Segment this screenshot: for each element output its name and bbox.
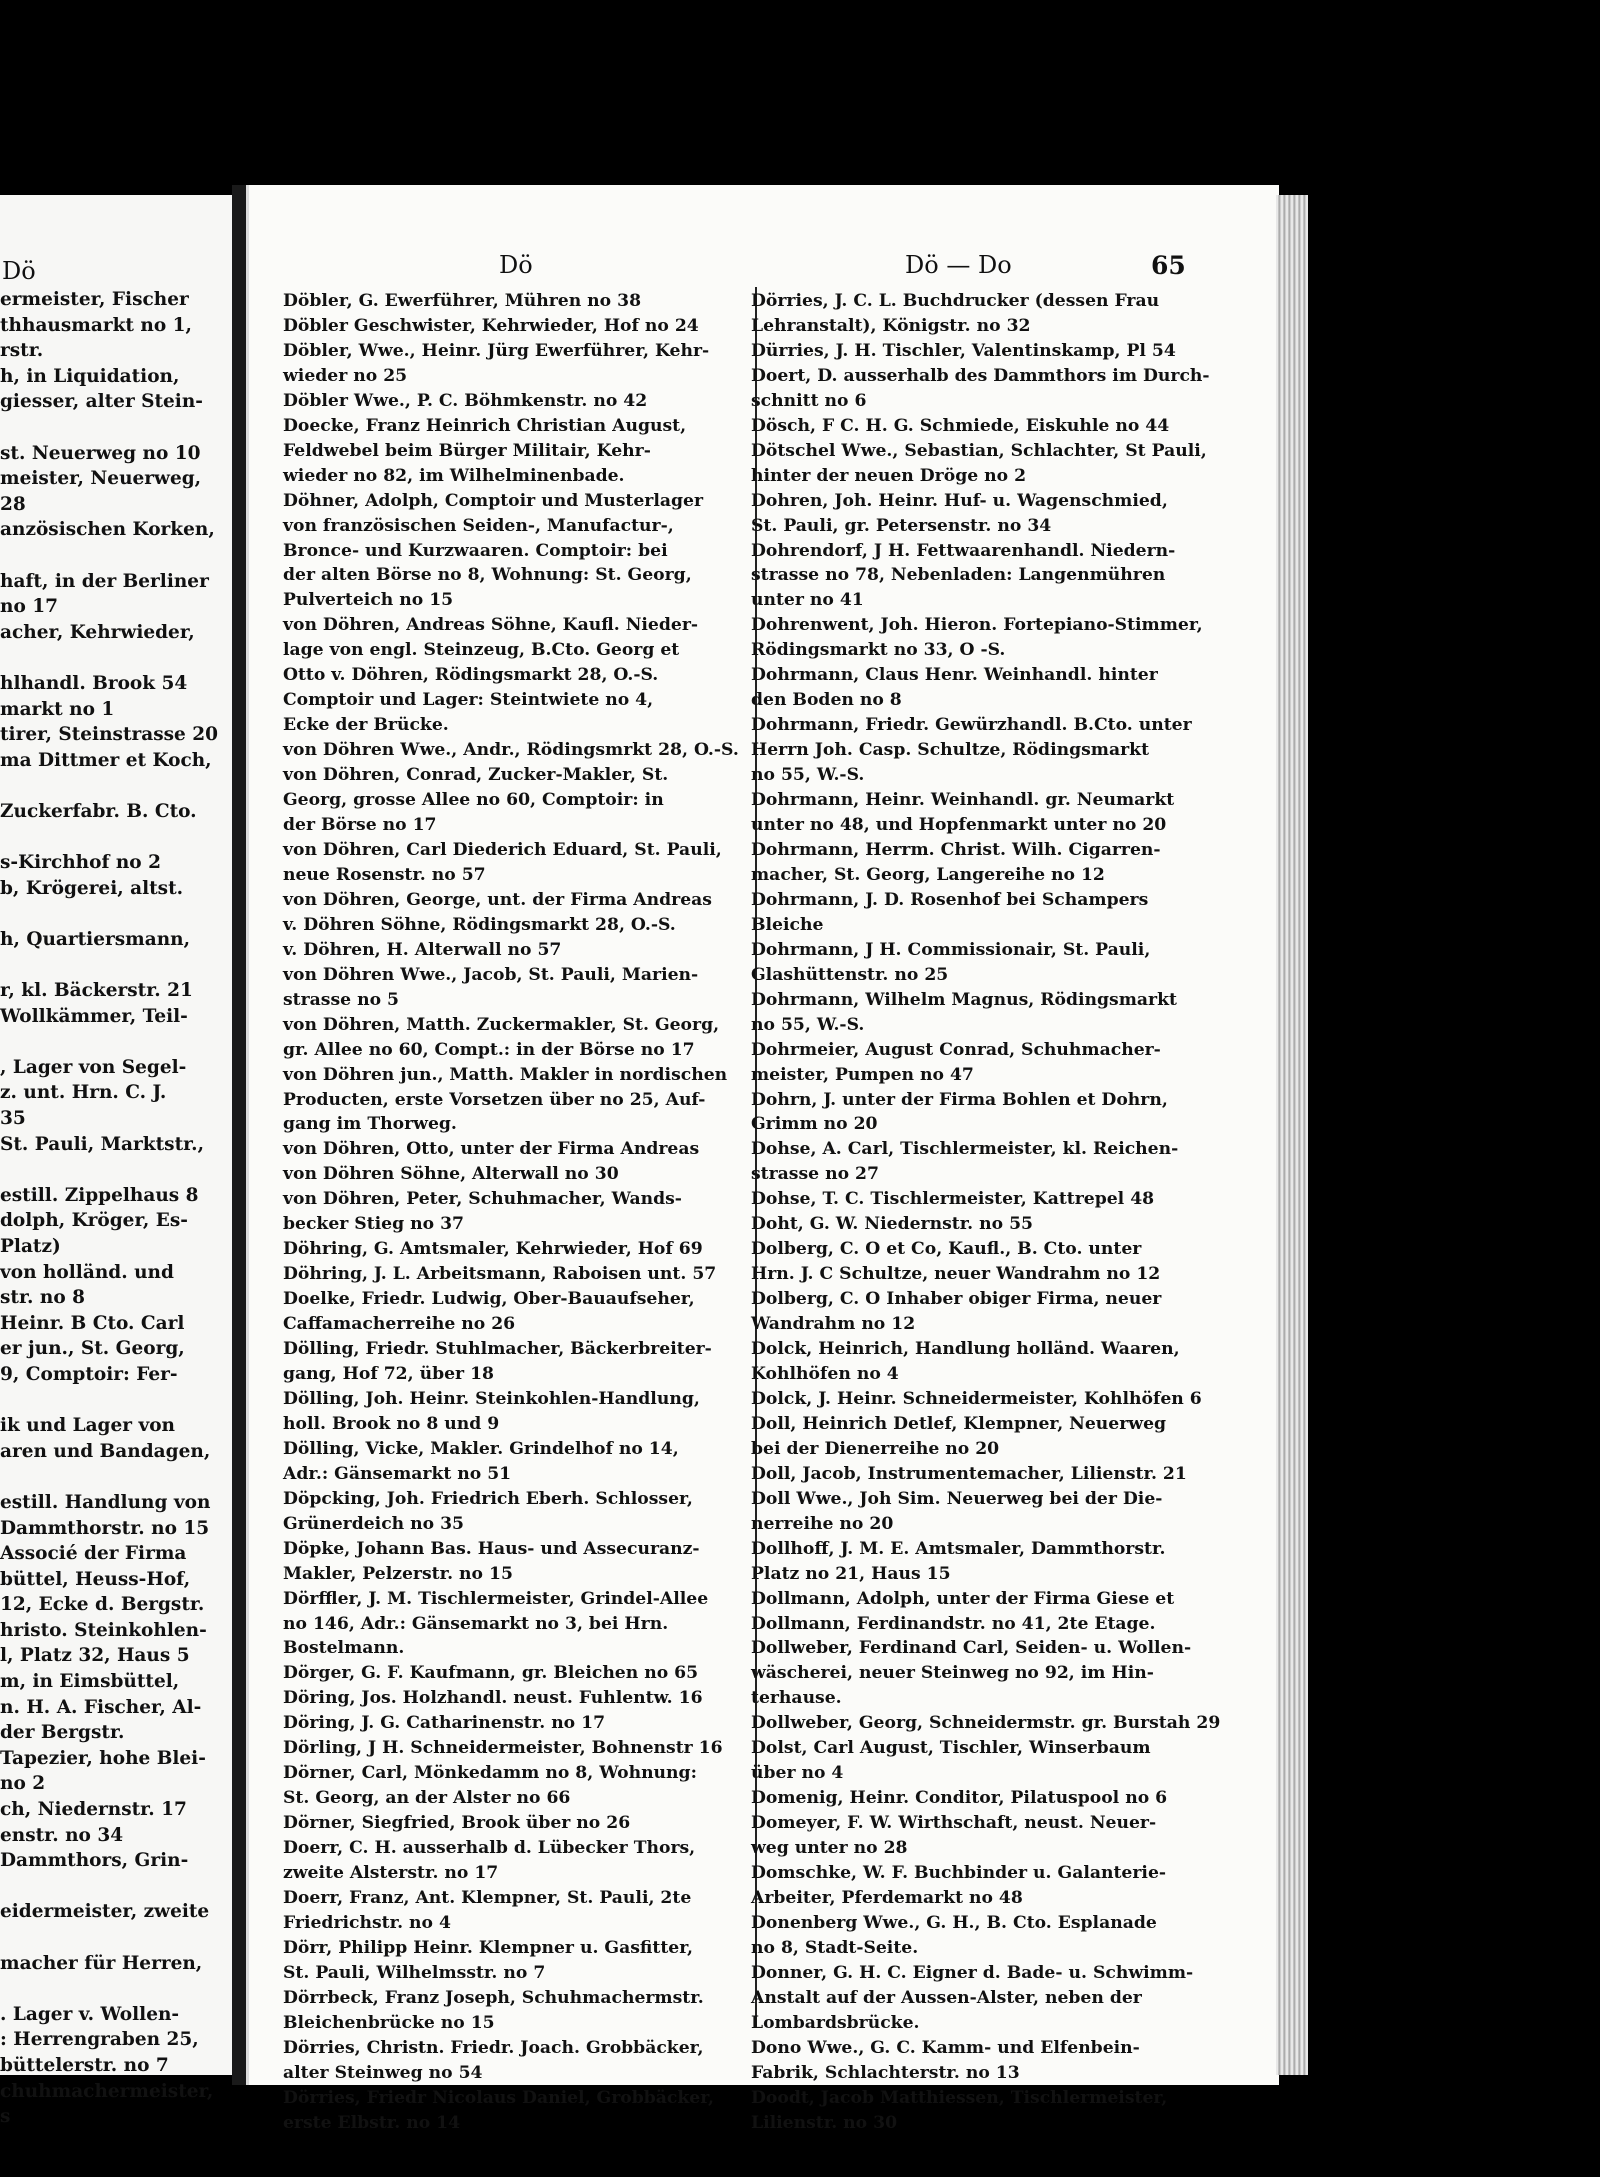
directory-entry-line: Herrn Joh. Casp. Schultze, Rödingsmarkt [751,740,1150,761]
text-line [0,952,240,978]
text-line: eidermeister, zweite [0,1901,210,1923]
text-line: St. Pauli, Marktstr., [0,1133,205,1155]
directory-entry-line: erste Elbstr. no 14 [283,2112,461,2133]
directory-entry-line: strasse no 78, Nebenladen: Langenmühren [751,565,1166,586]
directory-entry-line: Döbler, G. Ewerführer, Mühren no 38 [283,291,642,311]
directory-entry-line: Döring, Jos. Holzhandl. neust. Fuhlentw. 16 [283,1688,703,1709]
directory-entry-line: Ecke der Brücke. [283,715,449,736]
directory-entry-line: Donenberg Wwe., G. H., B. Cto. Esplanade [751,1912,1157,1933]
directory-entry-line: Dohrn, J. unter der Firma Bohlen et Dohrn, [751,1089,1168,1110]
directory-entry-line: Makler, Pelzerstr. no 15 [283,1563,513,1584]
right-page [246,185,1279,2133]
directory-entry-line: hinter der neuen Dröge no 2 [751,465,1027,486]
directory-entry-line: Glashüttenstr. no 25 [751,964,949,985]
left-page-text [0,287,240,2130]
text-line: von holländ. und [0,1261,174,1283]
text-line: estill. Handlung von [0,1491,211,1513]
directory-entry-line: Dollweber, Georg, Schneidermstr. gr. Burstah 29 [751,1713,1221,1734]
directory-entry-line: v. Döhren, H. Alterwall no 57 [283,939,562,960]
directory-entry-line: Domenig, Heinr. Conditor, Pilatuspool no 6 [751,1788,1168,1809]
directory-entry-line: von Döhren, Carl Diederich Eduard, St. Pauli, [283,839,722,860]
text-line [0,1157,240,1183]
directory-entry-line: wieder no 25 [283,365,408,386]
directory-entry-line: Domschke, W. F. Buchbinder u. Galanterie- [751,1863,1167,1884]
text-line: büttel, Heuss-Hof, [0,1568,191,1590]
directory-entry-line: Fabrik, Schlachterstr. no 13 [751,2062,1020,2083]
directory-entry-line: von Döhren jun., Matth. Makler in nordischen [283,1064,728,1085]
directory-entry-line: Lombardsbrücke. [751,2012,920,2033]
text-line: . Lager v. Wollen- [0,2003,180,2025]
text-line: ermeister, Fischer [0,289,189,310]
text-line: : Herrengraben 25, [0,2029,199,2051]
directory-entry-line: macher, St. Georg, Langereihe no 12 [751,864,1105,885]
directory-entry-line: terhause. [751,1688,842,1709]
text-line [0,824,240,850]
directory-entry-line: Doll Wwe., Joh Sim. Neuerweg bei der Die- [751,1488,1163,1509]
directory-entry-line: Doerr, C. H. ausserhalb d. Lübecker Thors, [283,1838,696,1859]
directory-entry-line: Dölling, Vicke, Makler. Grindelhof no 14, [283,1438,679,1459]
directory-entry-line: von Döhren, Peter, Schuhmacher, Wands- [283,1189,682,1210]
directory-entry-line: von Döhren Wwe., Andr., Rödingsmrkt 28, O.-S. [283,740,739,761]
directory-entry-line: gang, Hof 72, über 18 [283,1363,495,1384]
running-header-right: Dö — Do [905,251,1012,279]
text-line: ma Dittmer et Koch, [0,749,212,771]
directory-entry-line: nerreihe no 20 [751,1513,894,1534]
directory-entry-line: Dollhoff, J. M. E. Amtsmaler, Dammthorstr. [751,1538,1166,1559]
directory-entry-line: Producten, erste Vorsetzen über no 25, Auf- [283,1089,706,1110]
directory-entry-line: alter Steinweg no 54 [283,2062,483,2083]
directory-entry-line: v. Döhren Söhne, Rödingsmarkt 28, O.-S. [283,914,676,935]
text-line: Tapezier, hohe Blei- [0,1747,206,1769]
directory-entry-line: wieder no 82, im Wilhelminenbade. [283,465,625,486]
directory-entry-line: Dohrmeier, August Conrad, Schuhmacher- [751,1039,1161,1060]
directory-entry-line: neue Rosenstr. no 57 [283,864,486,885]
directory-entry-line: strasse no 5 [283,989,399,1010]
directory-entry-line: Lilienstr. no 30 [751,2112,898,2133]
directory-entry-line: Dohse, T. C. Tischlermeister, Kattrepel 48 [751,1189,1155,1210]
directory-entry-line: der Börse no 17 [283,815,437,836]
directory-entry-line: Kohlhöfen no 4 [751,1363,899,1384]
directory-entry-line: Döhring, J. L. Arbeitsmann, Raboisen unt. 57 [283,1264,717,1285]
directory-column-right [751,289,1221,2136]
directory-entry-line: Georg, grosse Allee no 60, Comptoir: in [283,790,664,811]
text-line: Heinr. B Cto. Carl [0,1312,185,1334]
directory-entry-line: über no 4 [751,1763,844,1784]
directory-entry-line: no 55, W.-S. [751,1014,865,1035]
text-line: meister, Neuerweg, [0,468,202,490]
directory-entry-line: Dollmann, Adolph, unter der Firma Giese et [751,1588,1175,1609]
directory-entry-line: Döpke, Johann Bas. Haus- und Assecuranz- [283,1538,700,1559]
text-line: Dammthors, Grin- [0,1850,189,1872]
directory-entry-line: Dohrendorf, J H. Fettwaarenhandl. Niedern- [751,540,1176,561]
directory-entry-line: Dörries, J. C. L. Buchdrucker (dessen Frau [751,291,1160,311]
text-line: der Bergstr. [0,1722,125,1744]
text-line: haft, in der Berliner [0,570,209,592]
directory-entry-line: Rödingsmarkt no 33, O -S. [751,640,1006,661]
text-line: ik und Lager von [0,1415,175,1437]
directory-entry-line: wäscherei, neuer Steinweg no 92, im Hin- [751,1663,1154,1684]
directory-entry-line: Dötschel Wwe., Sebastian, Schlachter, St Pauli, [751,440,1207,461]
text-line: no 17 [0,596,58,618]
directory-entry-line: Feldwebel beim Bürger Militair, Kehr- [283,440,651,461]
directory-entry-line: gr. Allee no 60, Compt.: in der Börse no 17 [283,1039,695,1060]
directory-entry-line: gang im Thorweg. [283,1114,457,1135]
directory-entry-line: Dörries, Christn. Friedr. Joach. Grobbäcker, [283,2037,704,2058]
directory-entry-line: Döbler, Wwe., Heinr. Jürg Ewerführer, Kehr- [283,340,710,361]
directory-entry-line: Dörries, Friedr Nicolaus Daniel, Grobbäcker, [283,2087,715,2108]
directory-entry-line: St. Georg, an der Alster no 66 [283,1788,571,1809]
text-line: no 2 [0,1773,46,1795]
directory-entry-line: unter no 41 [751,590,864,611]
left-page-header: Dö [2,257,36,285]
directory-entry-line: weg unter no 28 [751,1838,908,1859]
text-line [0,1029,240,1055]
text-line: enstr. no 34 [0,1824,124,1846]
text-line: aren und Bandagen, [0,1440,211,1462]
directory-entry-line: von Döhren Wwe., Jacob, St. Pauli, Marien- [283,964,699,985]
directory-entry-line: Grünerdeich no 35 [283,1513,465,1534]
text-line: chuhmachermeister, [0,2080,214,2102]
text-line [0,645,240,671]
text-line: rstr. [0,340,44,362]
directory-entry-line: Dörner, Siegfried, Brook über no 26 [283,1813,631,1834]
directory-entry-line: unter no 48, und Hopfenmarkt unter no 20 [751,815,1167,836]
directory-entry-line: Dohrenwent, Joh. Hieron. Fortepiano-Stimmer, [751,615,1203,636]
directory-entry-line: Bleichenbrücke no 15 [283,2012,495,2033]
text-line: h, Quartiersmann, [0,928,191,950]
text-line: hristo. Steinkohlen- [0,1619,207,1641]
directory-entry-line: Doert, D. ausserhalb des Dammthors im Durch- [751,365,1210,386]
directory-entry-line: Dolst, Carl August, Tischler, Winserbaum [751,1738,1151,1759]
directory-entry-line: Dollmann, Ferdinandstr. no 41, 2te Etage. [751,1613,1156,1634]
directory-entry-line: Hrn. J. C Schultze, neuer Wandrahm no 12 [751,1264,1161,1285]
directory-entry-line: Donner, G. H. C. Eigner d. Bade- u. Schwimm- [751,1962,1194,1983]
text-line: büttelerstr. no 7 [0,2054,169,2076]
text-line [0,901,240,927]
text-line: s [0,2106,11,2128]
directory-entry-line: Lehranstalt), Königstr. no 32 [751,315,1031,336]
text-line: str. no 8 [0,1287,85,1309]
directory-entry-line: Dolck, Heinrich, Handlung holländ. Waaren, [751,1339,1180,1360]
directory-entry-line: der alten Börse no 8, Wohnung: St. Georg, [283,565,692,586]
directory-entry-line: Platz no 21, Haus 15 [751,1563,951,1584]
directory-entry-line: Döbler Wwe., P. C. Böhmkenstr. no 42 [283,390,648,411]
directory-entry-line: Doelke, Friedr. Ludwig, Ober-Bauaufseher, [283,1289,695,1310]
directory-entry-line: Dohren, Joh. Heinr. Huf- u. Wagenschmied, [751,490,1168,511]
directory-entry-line: Dollweber, Ferdinand Carl, Seiden- u. Wollen- [751,1638,1192,1659]
text-line [0,773,240,799]
directory-entry-line: meister, Pumpen no 47 [751,1064,974,1085]
directory-entry-line: Bronce- und Kurzwaaren. Comptoir: bei [283,540,668,561]
text-line [0,415,240,441]
text-line: Associé der Firma [0,1543,187,1565]
directory-entry-line: Doll, Heinrich Detlef, Klempner, Neuerweg [751,1413,1167,1434]
text-line: z. unt. Hrn. C. J. [0,1082,167,1104]
directory-entry-line: Dörger, G. F. Kaufmann, gr. Bleichen no 65 [283,1663,699,1684]
text-line: hlhandl. Brook 54 [0,672,188,694]
directory-entry-line: zweite Alsterstr. no 17 [283,1863,499,1884]
directory-entry-line: Dohrmann, Claus Henr. Weinhandl. hinter [751,665,1158,686]
text-line: b, Krögerei, altst. [0,877,184,899]
directory-entry-line: von französischen Seiden-, Manufactur-, [283,515,674,536]
directory-entry-line: Döhring, G. Amtsmaler, Kehrwieder, Hof 69 [283,1239,703,1260]
directory-entry-line: Doerr, Franz, Ant. Klempner, St. Pauli, 2te [283,1888,692,1908]
directory-entry-line: Dörffler, J. M. Tischlermeister, Grindel-Allee [283,1588,709,1609]
directory-entry-line: Dohrmann, J H. Commissionair, St. Pauli, [751,939,1151,960]
text-line: Wollkämmer, Teil- [0,1005,188,1027]
text-line [0,1388,240,1414]
directory-entry-line: von Döhren, Conrad, Zucker-Makler, St. [283,765,669,786]
text-line [0,1874,240,1900]
directory-entry-line: Dohrmann, Herrm. Christ. Wilh. Cigarren- [751,839,1161,860]
directory-entry-line: Caffamacherreihe no 26 [283,1314,516,1335]
text-line: m, in Eimsbüttel, [0,1671,180,1693]
directory-entry-line: Dohse, A. Carl, Tischlermeister, kl. Reichen- [751,1139,1179,1160]
text-line: s-Kirchhof no 2 [0,852,161,874]
directory-entry-line: Dohrmann, Heinr. Weinhandl. gr. Neumarkt [751,790,1175,811]
text-line: 28 [0,493,26,515]
directory-entry-line: Doht, G. W. Niedernstr. no 55 [751,1214,1033,1235]
text-line: , Lager von Segel- [0,1056,187,1078]
text-line: h, in Liquidation, [0,365,180,387]
text-line [0,543,240,569]
book-gutter [232,185,246,2085]
text-line: anzösischen Korken, [0,519,215,541]
text-line: r, kl. Bäckerstr. 21 [0,980,193,1002]
directory-entry-line: von Döhren Söhne, Alterwall no 30 [283,1164,619,1185]
directory-entry-line: schnitt no 6 [751,390,867,411]
left-page [0,195,238,2128]
text-line: macher für Herren, [0,1952,203,1974]
directory-entry-line: Otto v. Döhren, Rödingsmarkt 28, O.-S. [283,665,659,686]
text-line: thhausmarkt no 1, [0,314,192,336]
directory-entry-line: becker Stieg no 37 [283,1214,464,1235]
directory-entry-line: Dohrmann, Friedr. Gewürzhandl. B.Cto. unter [751,715,1192,736]
directory-entry-line: Bostelmann. [283,1638,405,1659]
directory-column-left [283,289,739,2136]
directory-entry-line: Doecke, Franz Heinrich Christian August, [283,415,687,436]
directory-entry-line: von Döhren, Otto, unter der Firma Andreas [283,1139,700,1160]
directory-entry-line: Dölling, Joh. Heinr. Steinkohlen-Handlung, [283,1388,700,1409]
text-line: 35 [0,1108,26,1129]
text-line [0,1925,240,1951]
directory-entry-line: von Döhren, Andreas Söhne, Kaufl. Nieder- [283,615,699,636]
directory-entry-line: strasse no 27 [751,1164,879,1185]
directory-entry-line: Döhner, Adolph, Comptoir und Musterlager [283,490,704,511]
text-line: n. H. A. Fischer, Al- [0,1696,202,1718]
directory-entry-line: Comptoir und Lager: Steintwiete no 4, [283,690,654,711]
text-line: giesser, alter Stein- [0,391,203,413]
directory-entry-line: no 146, Adr.: Gänsemarkt no 3, bei Hrn. [283,1613,669,1634]
directory-entry-line: Dohrmann, Wilhelm Magnus, Rödingsmarkt [751,989,1177,1010]
directory-entry-line: no 55, W.-S. [751,765,865,786]
text-line [0,1976,240,2002]
directory-entry-line: Adr.: Gänsemarkt no 51 [283,1463,512,1484]
directory-entry-line: Dölling, Friedr. Stuhlmacher, Bäckerbreiter- [283,1339,712,1360]
directory-entry-line: Dörrbeck, Franz Joseph, Schuhmachermstr. [283,1987,704,2008]
directory-entry-line: Bleiche [751,914,824,935]
text-line: acher, Kehrwieder, [0,621,195,643]
directory-entry-line: Dörner, Carl, Mönkedamm no 8, Wohnung: [283,1763,697,1784]
directory-entry-line: Grimm no 20 [751,1114,878,1135]
page-number: 65 [1151,251,1186,280]
text-line: ch, Niedernstr. 17 [0,1799,187,1821]
text-line: dolph, Kröger, Es- [0,1210,188,1232]
text-line: tirer, Steinstrasse 20 [0,724,219,746]
directory-entry-line: Dono Wwe., G. C. Kamm- und Elfenbein- [751,2037,1140,2058]
directory-entry-line: Pulverteich no 15 [283,590,454,611]
running-header-left: Dö [499,251,533,279]
directory-entry-line: Dörling, J H. Schneidermeister, Bohnenstr 16 [283,1738,723,1759]
text-line: Dammthorstr. no 15 [0,1517,210,1539]
directory-entry-line: lage von engl. Steinzeug, B.Cto. Georg et [283,640,680,661]
directory-entry-line: Dolck, J. Heinr. Schneidermeister, Kohlhöfen 6 [751,1388,1202,1409]
directory-entry-line: bei der Dienerreihe no 20 [751,1438,1000,1459]
directory-entry-line: von Döhren, Matth. Zuckermakler, St. Georg, [283,1014,720,1035]
directory-entry-line: Dösch, F C. H. G. Schmiede, Eiskuhle no 44 [751,415,1170,436]
directory-entry-line: no 8, Stadt-Seite. [751,1937,919,1958]
text-line: Zuckerfabr. B. Cto. [0,800,197,822]
directory-entry-line: von Döhren, George, unt. der Firma Andreas [283,889,712,910]
directory-entry-line: Domeyer, F. W. Wirthschaft, neust. Neuer- [751,1813,1157,1834]
text-line: 12, Ecke d. Bergstr. [0,1594,205,1616]
text-line: er jun., St. Georg, [0,1338,185,1360]
directory-entry-line: Friedrichstr. no 4 [283,1912,451,1933]
directory-entry-line: Dohrmann, J. D. Rosenhof bei Schampers [751,889,1149,910]
directory-entry-line: Anstalt auf der Aussen-Alster, neben der [751,1987,1142,2008]
directory-entry-line: Döring, J. G. Catharinenstr. no 17 [283,1713,606,1734]
directory-entry-line: Doodt, Jacob Matthiessen, Tischlermeister, [751,2087,1168,2108]
directory-entry-line: St. Pauli, Wilhelmsstr. no 7 [283,1962,546,1983]
directory-entry-line: Döbler Geschwister, Kehrwieder, Hof no 24 [283,315,699,336]
directory-entry-line: Dürries, J. H. Tischler, Valentinskamp, Pl 54 [751,340,1176,361]
directory-entry-line: Dörr, Philipp Heinr. Klempner u. Gasfitter, [283,1937,693,1958]
directory-entry-line: Döpcking, Joh. Friedrich Eberh. Schlosser, [283,1488,693,1509]
directory-entry-line: Dolberg, C. O et Co, Kaufl., B. Cto. unter [751,1239,1142,1260]
directory-entry-line: St. Pauli, gr. Petersenstr. no 34 [751,515,1052,536]
text-line: markt no 1 [0,698,115,720]
directory-entry-line: holl. Brook no 8 und 9 [283,1413,500,1434]
text-line: 9, Comptoir: Fer- [0,1363,178,1385]
directory-entry-line: Doll, Jacob, Instrumentemacher, Lilienstr. 21 [751,1463,1187,1484]
directory-entry-line: Dolberg, C. O Inhaber obiger Firma, neuer [751,1289,1162,1310]
text-line: Platz) [0,1235,61,1257]
directory-entry-line: Arbeiter, Pferdemarkt no 48 [751,1888,1023,1908]
text-line: estill. Zippelhaus 8 [0,1184,199,1206]
text-line: l, Platz 32, Haus 5 [0,1645,190,1667]
directory-entry-line: den Boden no 8 [751,690,902,711]
text-line: st. Neuerweg no 10 [0,442,201,464]
directory-entry-line: Wandrahm no 12 [751,1314,916,1335]
text-line [0,1464,240,1490]
page-edges [1276,195,1308,2075]
